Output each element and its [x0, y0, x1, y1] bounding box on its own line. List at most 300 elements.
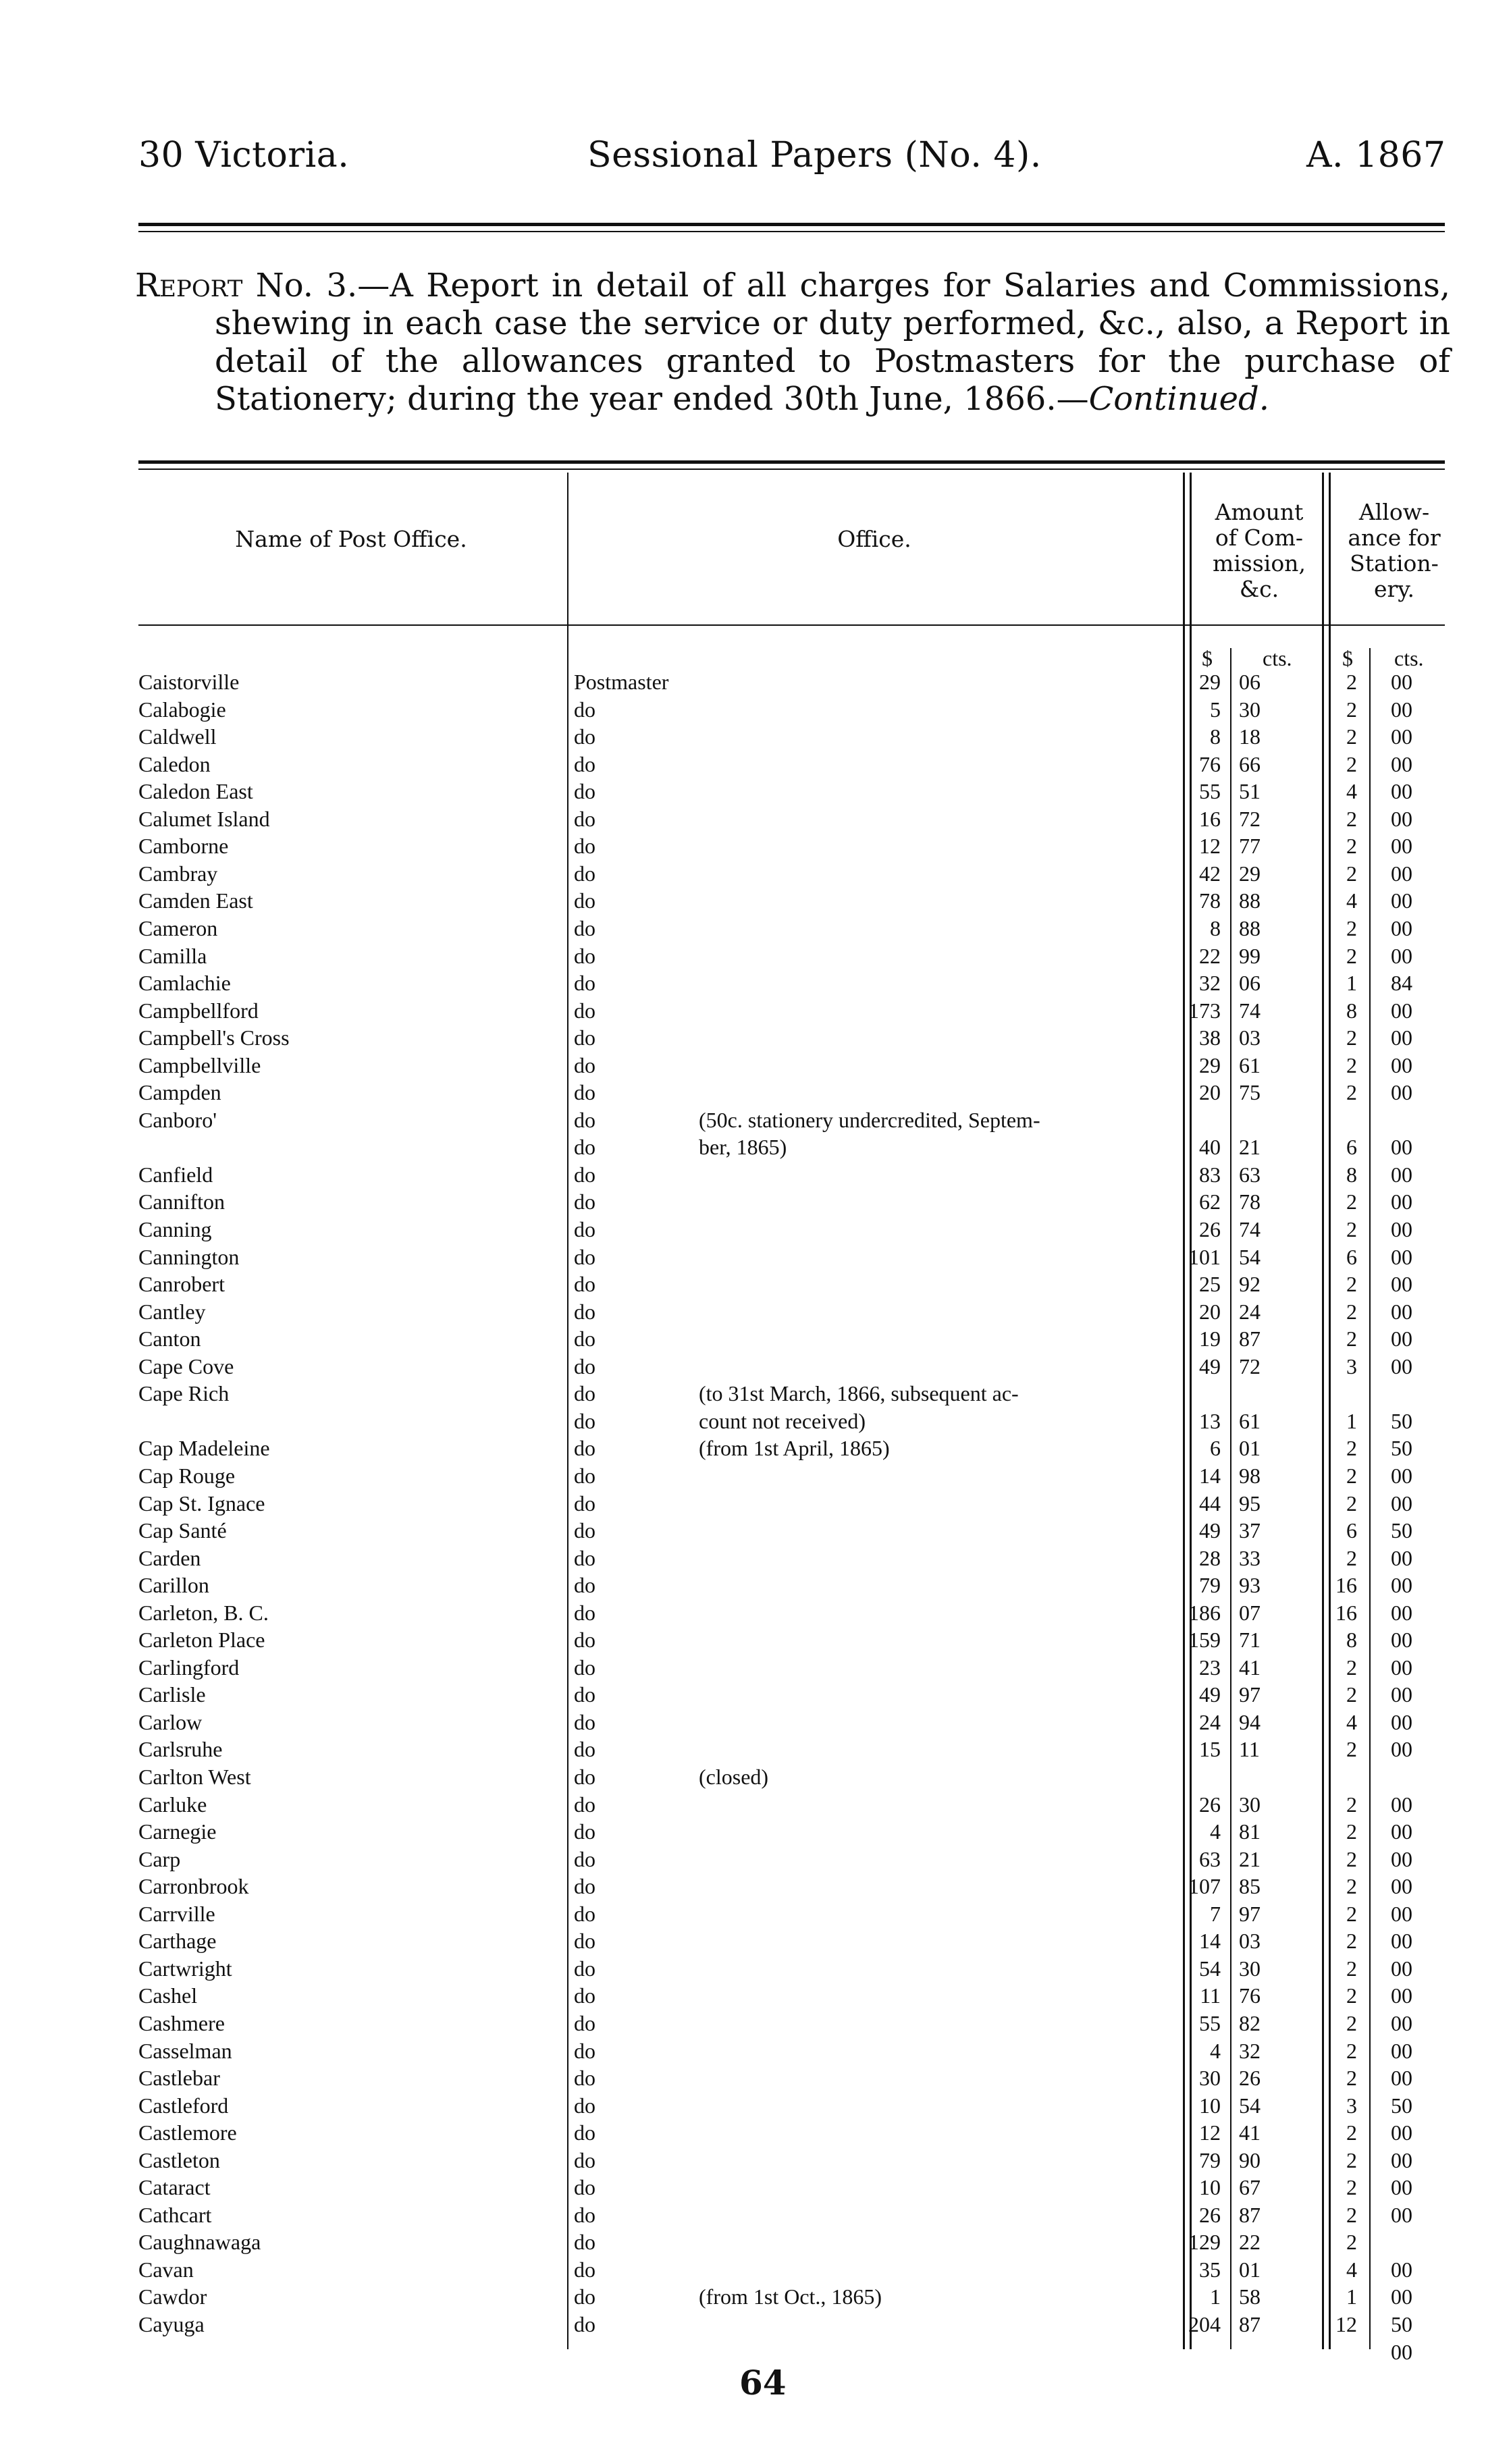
office-cell: do	[574, 751, 600, 778]
amount-cents: 21	[1239, 1135, 1261, 1160]
currency-header-row	[0, 645, 1511, 672]
allowance-dollars: 8	[1346, 1162, 1357, 1187]
amount-dollars: 30	[1199, 2066, 1221, 2091]
amount-cents: 61	[1239, 1408, 1261, 1433]
table-top-rule-thin	[138, 468, 1445, 470]
allowance-dollars: 2	[1346, 1189, 1357, 1214]
allowance-dollars: 2	[1346, 806, 1357, 831]
office-cell: do	[574, 1736, 600, 1763]
post-office-name-text	[138, 1409, 142, 1433]
amount-dollars: 4	[1210, 2038, 1221, 2063]
allowance-dollars: 2	[1346, 1052, 1357, 1077]
table-row	[0, 1982, 1511, 2009]
amount-cents: 72	[1239, 1354, 1261, 1378]
amount-cents: 63	[1239, 1162, 1261, 1187]
amount-cents: 99	[1239, 943, 1261, 968]
amount-dollars: 42	[1199, 861, 1221, 886]
office-cell: do	[574, 1325, 600, 1352]
office-leader-dots	[702, 1590, 1175, 1592]
allowance-cents: 00	[1391, 915, 1412, 940]
post-office-name-text: Camlachie	[138, 971, 235, 995]
post-office-name-text: Canning	[138, 1217, 215, 1241]
table-row	[0, 860, 1511, 887]
office-leader-dots	[702, 1810, 1175, 1812]
post-office-name	[138, 751, 550, 778]
detail-cell: (from 1st April, 1865)	[699, 1435, 894, 1462]
post-office-name-text: Cavan	[138, 2257, 198, 2282]
office-cell: do	[574, 1873, 600, 1900]
allowance-cents: 00	[1391, 1874, 1412, 1899]
allowance-dollars: 2	[1346, 1327, 1357, 1351]
office-leader-dots	[702, 1946, 1175, 1948]
allowance-dollars: 3	[1346, 2093, 1357, 2118]
amount-dollar-sign: $	[1202, 646, 1213, 670]
col-header-name: Name of Post Office.	[235, 526, 467, 552]
allowance-cents: 00	[1391, 2175, 1412, 2200]
office-cell: do	[574, 832, 600, 859]
table-row	[0, 1572, 1511, 1599]
post-office-name	[138, 1763, 550, 1790]
amount-dollars: 44	[1199, 1491, 1221, 1516]
post-office-name-text: Cape Rich	[138, 1381, 233, 1405]
table-row	[0, 1133, 1511, 1160]
office-cell: do	[574, 1243, 600, 1270]
allowance-dollars: 4	[1346, 2257, 1357, 2282]
post-office-name-text: Carden	[138, 1546, 205, 1570]
amount-cents: 24	[1239, 1299, 1261, 1324]
header-center: Sessional Papers (No. 4).	[587, 135, 1042, 176]
office-leader-dots	[702, 1728, 1175, 1730]
amount-dollars: 83	[1199, 1162, 1221, 1187]
post-office-name-text: Carnegie	[138, 1819, 221, 1844]
table-row	[0, 1791, 1511, 1818]
office-cell: do	[574, 2119, 600, 2146]
post-office-name	[138, 1161, 550, 1188]
amount-dollars: 10	[1199, 2093, 1221, 2118]
office-cell: do	[574, 1216, 600, 1243]
amount-dollars: 8	[1210, 724, 1221, 749]
office-leader-dots	[702, 687, 1175, 689]
allowance-cents: 84	[1391, 971, 1412, 996]
amount-cents: 76	[1239, 1983, 1261, 2008]
amount-dollars: 26	[1199, 1217, 1221, 1241]
table-row	[0, 778, 1511, 805]
allowance-dollars: 2	[1346, 2010, 1357, 2035]
table-row	[0, 969, 1511, 996]
post-office-name	[138, 1545, 550, 1572]
allowance-dollars: 2	[1346, 915, 1357, 940]
office-leader-dots	[702, 2330, 1175, 2332]
office-leader-dots	[702, 2166, 1175, 2168]
office-leader-dots	[702, 715, 1175, 717]
amount-cents: 88	[1239, 915, 1261, 940]
amount-cents: 93	[1239, 1573, 1261, 1598]
allowance-dollars: 2	[1346, 1682, 1357, 1707]
allowance-cents: 00	[1391, 1354, 1412, 1378]
office-cell: do	[574, 1298, 600, 1325]
table-row	[0, 2311, 1511, 2338]
office-cell: do	[574, 1353, 600, 1380]
post-office-name-text: Carlton West	[138, 1765, 255, 1789]
post-office-name-text: Camborne	[138, 834, 232, 858]
allowance-cents: 00	[1391, 779, 1412, 804]
allowance-dollars: 2	[1346, 2175, 1357, 2200]
office-leader-dots	[702, 2220, 1175, 2222]
amount-cents: 87	[1239, 1327, 1261, 1351]
office-cell: do	[574, 1982, 600, 2009]
table-row	[0, 1763, 1511, 1790]
amount-cents: 88	[1239, 888, 1261, 913]
allowance-cents: 00	[1391, 1929, 1412, 1954]
table-row	[0, 1818, 1511, 1845]
amount-cents: 71	[1239, 1628, 1261, 1653]
office-leader-dots	[702, 988, 1175, 990]
office-cell: do	[574, 1927, 600, 1954]
office-cell: do	[574, 2311, 600, 2338]
report-title-lead: Report	[135, 267, 243, 304]
table-row	[0, 1681, 1511, 1708]
post-office-name-text: Cathcart	[138, 2203, 215, 2227]
office-leader-dots	[702, 961, 1175, 963]
allowance-dollars: 6	[1346, 1244, 1357, 1269]
post-office-name	[138, 805, 550, 832]
post-office-name	[138, 1270, 550, 1297]
allowance-dollars: 2	[1346, 1846, 1357, 1871]
allowance-dollars: 2	[1346, 1545, 1357, 1570]
office-cell: do	[574, 1024, 600, 1051]
post-office-name	[138, 2092, 550, 2119]
post-office-name-text: Cameron	[138, 916, 221, 940]
office-cell: do	[574, 2174, 600, 2201]
amount-cents: 94	[1239, 1709, 1261, 1734]
post-office-name-text	[138, 1135, 142, 1159]
amount-dollars: 49	[1199, 1518, 1221, 1543]
table-row	[0, 1873, 1511, 1900]
office-leader-dots	[702, 2275, 1175, 2277]
table-row	[0, 2147, 1511, 2174]
office-leader-dots	[702, 934, 1175, 936]
post-office-name	[138, 1791, 550, 1818]
amount-dollars: 19	[1199, 1327, 1221, 1351]
allowance-dollars: 2	[1346, 1463, 1357, 1488]
table-row	[0, 2010, 1511, 2037]
table-row	[0, 668, 1511, 695]
allowance-cents: 00	[1391, 888, 1412, 913]
detail-cell: count not received)	[699, 1408, 870, 1435]
allowance-cents: 00	[1391, 1162, 1412, 1187]
office-cell: do	[574, 1955, 600, 1982]
post-office-name	[138, 1873, 550, 1900]
allowance-dollars: 2	[1346, 1436, 1357, 1461]
allowance-dollars: 6	[1346, 1518, 1357, 1543]
table-top-rule-thick	[138, 460, 1445, 464]
post-office-name-text: Carlisle	[138, 1682, 210, 1707]
post-office-name	[138, 1818, 550, 1845]
allowance-dollars: 6	[1346, 1135, 1357, 1160]
office-cell: do	[574, 696, 600, 723]
office-leader-dots	[702, 797, 1175, 799]
post-office-name-text: Cape Cove	[138, 1354, 238, 1378]
post-office-name-text: Canboro'	[138, 1108, 221, 1132]
table-row	[0, 1736, 1511, 1763]
amount-cents: 07	[1239, 1600, 1261, 1625]
table-row	[0, 1243, 1511, 1270]
post-office-name-text: Castlebar	[138, 2066, 224, 2090]
table-row	[0, 1408, 1511, 1435]
amount-cents: 18	[1239, 724, 1261, 749]
table-row	[0, 2037, 1511, 2064]
post-office-name	[138, 2256, 550, 2283]
amount-cents: 26	[1239, 2066, 1261, 2091]
post-office-name-text: Caledon	[138, 752, 215, 776]
amount-cents-label: cts.	[1263, 646, 1292, 670]
amount-dollars: 25	[1199, 1272, 1221, 1297]
amount-dollars: 78	[1199, 888, 1221, 913]
allowance-cents: 00	[1391, 697, 1412, 722]
office-cell: do	[574, 1380, 600, 1407]
post-office-name	[138, 1353, 550, 1380]
office-leader-dots	[702, 1372, 1175, 1374]
table-row	[0, 2256, 1511, 2283]
office-cell: do	[574, 805, 600, 832]
allowance-cents: 50	[1391, 2312, 1412, 2336]
post-office-name	[138, 997, 550, 1024]
table-row	[0, 2174, 1511, 2201]
office-cell: do	[574, 1626, 600, 1653]
post-office-name-text: Carluke	[138, 1792, 211, 1817]
office-cell: do	[574, 1572, 600, 1599]
amount-cents: 90	[1239, 2147, 1261, 2172]
table-row	[0, 2283, 1511, 2310]
post-office-name-text: Calabogie	[138, 697, 230, 722]
post-office-name-text: Cartwright	[138, 1956, 236, 1981]
allowance-dollars: 2	[1346, 2038, 1357, 2063]
allowance-cents: 00	[1391, 751, 1412, 776]
amount-dollars: 6	[1210, 1436, 1221, 1461]
allowance-cents: 00	[1391, 670, 1412, 694]
office-leader-dots	[702, 1782, 1175, 1784]
post-office-name	[138, 1106, 550, 1133]
table-row	[0, 1517, 1511, 1544]
amount-cents: 21	[1239, 1846, 1261, 1871]
allowance-cents: 00	[1391, 1901, 1412, 1926]
office-leader-dots	[702, 2111, 1175, 2113]
office-cell: do	[574, 915, 600, 942]
post-office-name	[138, 887, 550, 914]
office-leader-dots	[702, 1865, 1175, 1867]
allowance-dollars: 3	[1346, 1354, 1357, 1378]
allowance-cents: 00	[1391, 943, 1412, 968]
allowance-cents: 00	[1391, 1682, 1412, 1707]
post-office-name-text: Carp	[138, 1847, 184, 1871]
allowance-cents: 00	[1391, 2202, 1412, 2227]
amount-dollars: 7	[1210, 1901, 1221, 1926]
post-office-name	[138, 1626, 550, 1653]
amount-cents: 78	[1239, 1189, 1261, 1214]
post-office-name	[138, 1846, 550, 1873]
post-office-name-text: Carleton, B. C.	[138, 1601, 273, 1625]
post-office-name-text: Carlingford	[138, 1655, 243, 1680]
table-row	[0, 723, 1511, 750]
allowance-cents: 00	[1391, 1025, 1412, 1050]
amount-dollars: 40	[1199, 1135, 1221, 1160]
office-leader-dots	[702, 824, 1175, 826]
post-office-name	[138, 942, 550, 969]
post-office-name	[138, 832, 550, 859]
amount-cents: 74	[1239, 1217, 1261, 1241]
amount-dollars: 107	[1188, 1874, 1221, 1899]
allowance-cents: 00	[1391, 861, 1412, 886]
post-office-name-text: Cawdor	[138, 2284, 211, 2309]
amount-dollars: 159	[1188, 1628, 1221, 1653]
amount-cents: 85	[1239, 1874, 1261, 1899]
office-cell: do	[574, 1517, 600, 1544]
post-office-name	[138, 2037, 550, 2064]
office-leader-dots	[702, 1180, 1175, 1182]
table-row	[0, 1161, 1511, 1188]
office-cell: do	[574, 2201, 600, 2228]
allowance-dollars: 2	[1346, 2202, 1357, 2227]
post-office-name-text: Canfield	[138, 1162, 217, 1187]
amount-dollars: 186	[1188, 1600, 1221, 1625]
col-header-amount-line: Amount	[1215, 499, 1304, 525]
allowance-dollars: 4	[1346, 1709, 1357, 1734]
post-office-name-text: Casselman	[138, 2039, 236, 2063]
post-office-name-text: Carronbrook	[138, 1874, 253, 1898]
allowance-dollars: 4	[1346, 779, 1357, 804]
col-header-amount-line: mission,	[1213, 550, 1306, 577]
allowance-dollars: 1	[1346, 971, 1357, 996]
amount-cents: 82	[1239, 2010, 1261, 2035]
post-office-name-text: Cambray	[138, 861, 221, 886]
allowance-cents: 00	[1391, 724, 1412, 749]
office-leader-dots	[702, 879, 1175, 881]
post-office-name-text: Cap Santé	[138, 1518, 231, 1543]
office-cell: do	[574, 1079, 600, 1106]
table-row	[0, 2119, 1511, 2146]
amount-dollars: 24	[1199, 1709, 1221, 1734]
amount-dollars: 23	[1199, 1655, 1221, 1680]
office-leader-dots	[702, 2029, 1175, 2031]
allowance-dollars: 1	[1346, 2284, 1357, 2309]
table-row	[0, 1654, 1511, 1681]
allowance-dollars: 2	[1346, 697, 1357, 722]
office-cell: do	[574, 997, 600, 1024]
allowance-cents: 00	[1391, 2066, 1412, 2091]
office-leader-dots	[702, 742, 1175, 744]
post-office-name	[138, 1133, 550, 1160]
post-office-name-text: Cannifton	[138, 1189, 229, 1214]
post-office-name	[138, 1517, 550, 1544]
post-office-name-text: Campbell's Cross	[138, 1025, 294, 1050]
post-office-name-text: Canton	[138, 1327, 205, 1351]
post-office-name	[138, 1188, 550, 1215]
amount-cents: 77	[1239, 834, 1261, 859]
allowance-dollars: 16	[1335, 1573, 1357, 1598]
header-left: 30 Victoria.	[138, 135, 350, 176]
amount-dollars: 12	[1199, 2120, 1221, 2145]
office-cell: do	[574, 723, 600, 750]
post-office-name	[138, 1243, 550, 1270]
amount-cents: 74	[1239, 998, 1261, 1023]
office-cell: do	[574, 1462, 600, 1489]
amount-dollars: 1	[1210, 2284, 1221, 2309]
allowance-cents: 00	[1391, 2284, 1412, 2309]
allowance-dollars: 2	[1346, 1217, 1357, 1241]
office-leader-dots	[702, 1618, 1175, 1620]
allowance-dollars: 8	[1346, 998, 1357, 1023]
amount-cents: 30	[1239, 1956, 1261, 1981]
amount-cents: 41	[1239, 1655, 1261, 1680]
amount-dollars: 55	[1199, 2010, 1221, 2035]
post-office-name-text: Calumet Island	[138, 807, 274, 831]
allowance-dollars: 2	[1346, 1792, 1357, 1817]
allowance-cents: 00	[1391, 2038, 1412, 2063]
post-office-name	[138, 860, 550, 887]
allowance-cents: 00	[1391, 1244, 1412, 1269]
post-office-name-text: Camilla	[138, 944, 211, 968]
allowance-dollars: 2	[1346, 1299, 1357, 1324]
header-rule-thin	[138, 231, 1445, 232]
post-office-name-text: Caughnawaga	[138, 2230, 265, 2254]
post-office-name	[138, 723, 550, 750]
office-cell: Postmaster	[574, 668, 672, 695]
amount-cents: 41	[1239, 2120, 1261, 2145]
office-leader-dots	[702, 1892, 1175, 1894]
amount-cents: 30	[1239, 697, 1261, 722]
office-leader-dots	[702, 1262, 1175, 1264]
post-office-name-text: Campden	[138, 1080, 226, 1104]
post-office-name	[138, 1462, 550, 1489]
amount-dollars: 79	[1199, 2147, 1221, 2172]
allowance-cents: 50	[1391, 1518, 1412, 1543]
office-cell: do	[574, 1599, 600, 1626]
table-row	[0, 1435, 1511, 1462]
amount-dollars: 29	[1199, 1052, 1221, 1077]
allowance-cents: 00	[1391, 1545, 1412, 1570]
col-header-allowance-line: ery.	[1373, 576, 1415, 602]
office-leader-dots	[702, 1481, 1175, 1483]
allowance-cents: 00	[1391, 1080, 1412, 1105]
amount-dollars: 49	[1199, 1354, 1221, 1378]
post-office-name	[138, 1408, 550, 1435]
office-cell: do	[574, 2256, 600, 2283]
amount-cents: 03	[1239, 1025, 1261, 1050]
table-row	[0, 832, 1511, 859]
allowance-cents: 50	[1391, 1408, 1412, 1433]
post-office-name	[138, 1681, 550, 1708]
post-office-name	[138, 668, 550, 695]
post-office-name	[138, 1955, 550, 1982]
table-row	[0, 997, 1511, 1024]
table-row	[0, 1380, 1511, 1407]
allowance-cents: 00	[1391, 1189, 1412, 1214]
allowance-cents: 00	[1391, 1819, 1412, 1844]
office-cell: do	[574, 1818, 600, 1845]
table-row	[0, 1079, 1511, 1106]
post-office-name-text: Cashel	[138, 1983, 201, 2008]
detail-cell: (50c. stationery undercredited, Septem-	[699, 1106, 1044, 1133]
post-office-name-text: Caistorville	[138, 670, 243, 694]
allowance-dollars: 2	[1346, 1901, 1357, 1926]
office-cell: do	[574, 1846, 600, 1873]
post-office-name	[138, 1024, 550, 1051]
amount-dollars: 13	[1199, 1408, 1221, 1433]
page-number: 64	[739, 2363, 787, 2403]
post-office-name	[138, 2064, 550, 2091]
amount-cents: 72	[1239, 806, 1261, 831]
allowance-dollars: 2	[1346, 1655, 1357, 1680]
